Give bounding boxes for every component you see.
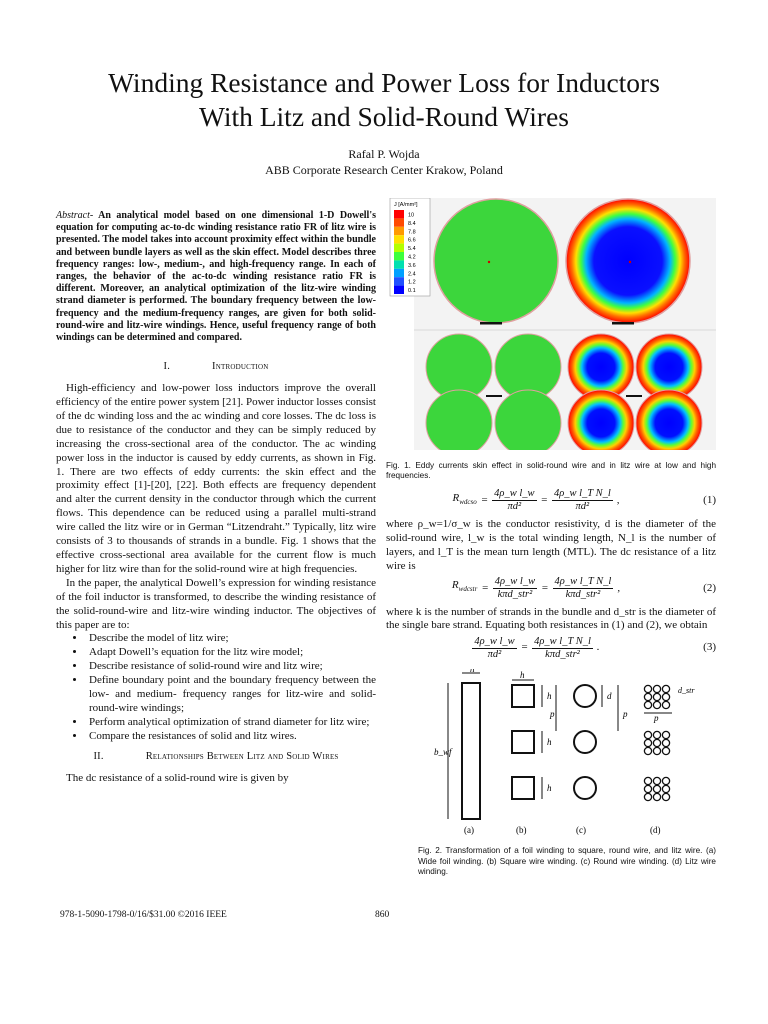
list-item: • Perform analytical optimization of strand diameter for litz wire; [86,716,376,730]
litz-strand [653,686,660,693]
eq2-fraction-2: $\frac{\text{4ρ\_w l\_T N\_l}}{\text{kπd\_str²}}$ [554,576,612,601]
eq2-fraction-1: $\frac{\text{4ρ\_w l\_w}}{\text{kπd\_str²}}$ [494,576,536,601]
litz-strand [662,686,669,693]
list-item: • Adapt Dowell’s equation for the litz wire model; [86,646,376,660]
litz-strand-high-freq [568,390,634,450]
scale-bar [626,395,642,397]
eddy-current-figure [386,198,716,450]
scale-bar [486,395,502,397]
legend-swatch [394,286,404,294]
litz-strand-high-freq [636,390,702,450]
title-line-2: With Litz and Solid-Round Wires [198,101,569,132]
litz-strand [653,794,660,801]
litz-strand [662,702,669,709]
left-column [56,210,376,786]
figure-1 [386,198,716,482]
legend-swatch [394,244,404,252]
legend-value: 10 [408,212,415,219]
litz-strand [662,794,669,801]
eq3-number: (3) [703,641,716,654]
litz-strand [644,748,651,755]
label-p-litz: p [654,713,659,724]
section-1-title: Introduction [212,361,269,373]
litz-strand [662,732,669,739]
legend-swatch [394,210,404,218]
right-column [386,198,716,878]
list-item: • Define boundary point and the boundary frequency between the low- and medium- frequency ranges for litz-wire and solid-round-wire windings; [86,674,376,716]
solid-wire-high-freq [566,199,690,323]
litz-strand [653,694,660,701]
figure-1-caption: Fig. 1. Eddy currents skin effect in solid-round wire and in litz wire at low and high frequencies. [386,460,716,481]
litz-strand [653,740,660,747]
section-2-title: Relationships Between Litz and Solid Wires [145,750,339,762]
foil-winding-shape [462,683,480,819]
litz-strand [662,748,669,755]
legend-swatch [394,252,404,260]
legend-value: 1.2 [408,279,416,286]
legend-value: 3.6 [408,262,416,269]
scale-bar [612,322,634,325]
litz-strand [653,786,660,793]
label-dstr: d_str [678,686,695,696]
author-name: Rafal P. Wojda [348,147,420,161]
footer [60,910,400,920]
round-wires [574,685,596,799]
equation-2: $R_{wdcstr}$ = $\frac{\text{4ρ\_w l\_w}}{\text{kπd\_str²}}$ = $\frac{\text{4ρ\_w l\_T N\_l}}{\text{kπd\_str²}}$ , (2) [451,576,716,601]
paragraph-after-eq1: where ρ_w=1/σ_w is the conductor resistivity, d is the diameter of the solid-round wire, l_w is the total winding length, N_l is the number of layers, and l_T is the mean turn length (MTL). The dc resistance of a litz wire is [386,517,716,572]
legend-value: 7.8 [408,229,416,236]
litz-strand [662,786,669,793]
legend-value: 5.4 [408,246,416,253]
litz-strand [644,778,651,785]
legend-swatch [394,269,404,277]
litz-strand [644,794,651,801]
litz-strand [662,778,669,785]
legend-value: 8.4 [408,220,416,227]
litz-strand [653,702,660,709]
section-1-number: I. [163,361,171,373]
legend-swatch [394,235,404,243]
litz-strand [644,694,651,701]
color-legend [390,198,430,296]
eq1-fraction-1: $\frac{\text{4ρ\_w l\_w}}{\text{πd²}}$ [494,488,535,513]
sublabel-c: (c) [576,825,586,836]
center-marker [488,261,490,263]
author-affiliation: ABB Corporate Research Center Krakow, Poland [265,163,503,177]
eq3-fraction-1: $\frac{\text{4ρ\_w l\_w}}{\text{πd²}}$ [474,635,515,660]
abstract [56,210,376,344]
legend-swatch [394,227,404,235]
figure-2-caption: Fig. 2. Transformation of a foil winding to square, round wire, and litz wire. (a) Wide foil winding. (b) Square wire winding. (c) Round wire winding. (d) Litz wire winding. [418,846,716,877]
label-p-round: p [623,709,628,720]
litz-strand [644,740,651,747]
section-2-number: II. [93,750,104,762]
solid-wire-low-freq [434,199,558,323]
winding-transformation-diagram [386,669,716,839]
legend-value: 2.4 [408,271,416,278]
scale-bar [480,322,502,325]
label-h-side-2: h [547,737,552,748]
section-1-heading [56,360,376,374]
legend-swatch [394,277,404,285]
label-h-side-3: h [547,783,552,794]
litz-strand [653,732,660,739]
paper-title [40,66,728,134]
author-block [40,146,728,178]
legend-value: 0.1 [408,288,416,295]
litz-strand [644,686,651,693]
litz-strand-low-freq [426,390,492,450]
section-2-paragraph: The dc resistance of a solid-round wire is given by [66,771,289,784]
square-wires [512,685,534,799]
label-h-square: h [520,670,525,681]
legend-title: J [A/mm²] [394,202,418,208]
copyright-line: 978-1-5090-1798-0/16/$31.00 ©2016 IEEE [60,910,227,920]
legend-swatch [394,218,404,226]
litz-strand-low-freq [495,390,561,450]
litz-bundles [644,686,669,801]
equation-3: $\frac{\text{4ρ\_w l\_w}}{\text{πd²}}$ = $\frac{\text{4ρ\_w l\_T N\_l}}{\text{kπd\_str²}}$ . (3) [474,635,716,660]
eq3-fraction-2: $\frac{\text{4ρ\_w l\_T N\_l}}{\text{kπd\_str²}}$ [534,635,591,660]
title-line-1: Winding Resistance and Power Loss for Inductors [108,67,660,98]
intro-paragraph-2: In the paper, the analytical Dowell’s expression for winding resistance of the foil inductor is transformed, to describe the winding resistance of the solid-round-wire and litz-wire winding inductor. The objectives of this paper are to: [56,576,376,631]
legend-swatch [394,260,404,268]
equation-1: $R_{wdcso}$ = $\frac{\text{4ρ\_w l\_w}}{\text{πd²}}$ = $\frac{\text{4ρ\_w l\_T N\_l}}{\text{πd²}}$ , (1) [452,488,716,513]
list-item: • Describe resistance of solid-round wire and litz wire; [86,660,376,674]
abstract-lead: Abstract- [56,210,94,221]
paragraph-after-eq2: where k is the number of strands in the bundle and d_str is the diameter of the single bare strand. Equating both resistances in (1) and (2), we obtain [386,605,716,632]
sublabel-b: (b) [516,825,527,836]
sublabel-a: (a) [464,825,474,836]
sublabel-d: (d) [650,825,661,836]
figure-2 [386,669,716,877]
list-item: • Compare the resistances of solid and litz wires. [86,730,376,744]
litz-strand [644,732,651,739]
intro-paragraph-1: High-efficiency and low-power loss inductors improve the overall efficiency of the entire power system [21]. Power inductor losses consist of the dc winding loss and the ac winding and core losses. The dc loss is due to resistance of the conductor and they can be simply reduced by increasing the cross-sectional area of the conductor. The ac winding power loss in the inductor is caused by eddy currents, as shown in Fig. 1. There are two effects of eddy currents: the skin effect and the proximity effect [1]-[20], [22]. Both effects are frequency dependent and alter the current density in the conductor through which the current flows. This dependence can be reduced using a parallel multi-strand wire called the litz wire or in German “Litzendraht.” Typically, litz wire consists of 3 to thousands of strands in a bundle. Fig. 1 shows that the effective cross-sectional area available for the current flow is much higher for litz wire than for the solid-round wire at high frequencies. [56,382,376,575]
label-h-side: h [547,691,552,702]
legend-value: 4.2 [408,254,416,261]
list-item: • Describe the model of litz wire; [86,632,376,646]
legend-value: 6.6 [408,237,416,244]
section-2-heading [56,750,376,764]
label-p: p [550,709,555,720]
eq1-fraction-2: $\frac{\text{4ρ\_w l\_T N\_l}}{\text{πd²}}$ [553,488,611,513]
eq2-lhs: $R_{wdcstr}$ [451,579,478,594]
litz-strand [644,702,651,709]
eq1-number: (1) [703,493,716,506]
litz-strand [644,786,651,793]
center-marker [629,261,631,263]
litz-strand [662,694,669,701]
label-h: h [470,669,475,675]
eq2-number: (2) [703,581,716,594]
eq1-lhs: $R_{wdcso}$ [452,491,477,507]
litz-strand [653,748,660,755]
litz-strand [662,740,669,747]
objectives-list [56,632,376,743]
label-bwf: b_wf [434,747,452,758]
page-number: 860 [375,910,390,920]
litz-strand [653,778,660,785]
abstract-body: An analytical model based on one dimensional 1-D Dowell's equation for computing ac-to-dc winding resistance ratio FR of litz wire is presented. The model takes into account proximity effect within the bundle and between bundle layers as well as the skin effect. Model describes three frequency ranges: low-, medium-, and high-frequency range. In each of ranges, the behavior of the ac-to-dc winding resistance ratio FR is different. Moreover, an analytical optimization of the litz-wire winding strand diameter is performed. The boundary frequency between the low-frequency and the medium-frequency ranges, are given for both solid-round-wire and litz-wire windings. Hence, useful frequency range of both windings can be determined and compared. [56,210,376,344]
label-d: d [607,691,612,702]
